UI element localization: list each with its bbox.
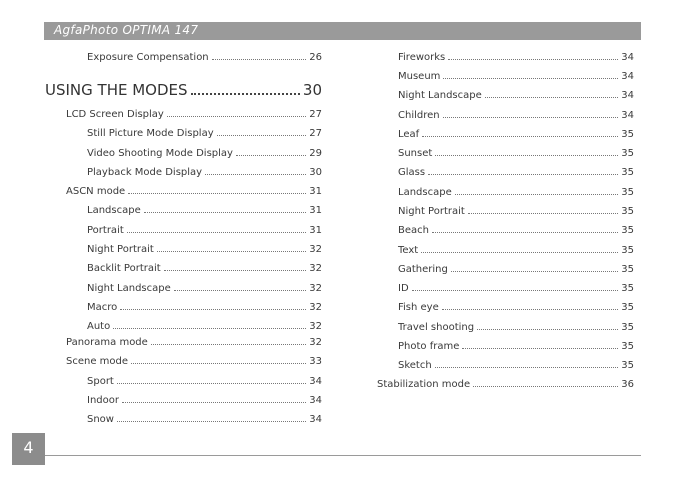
toc-entry[interactable] (87, 166, 322, 179)
dot-leader (167, 116, 306, 117)
toc-entry-label: Night Portrait (87, 244, 154, 255)
toc-entry[interactable] (398, 70, 634, 83)
toc-entry-page: 36 (621, 379, 634, 390)
toc-entry[interactable] (398, 359, 634, 372)
toc-entry-label: Auto (87, 321, 111, 332)
toc-entry[interactable] (87, 320, 322, 333)
toc-entry-label: Sunset (398, 148, 433, 159)
toc-entry[interactable] (398, 166, 634, 179)
toc-entry-page: 35 (621, 167, 634, 178)
toc-entry-page: 35 (621, 148, 634, 159)
dot-leader (442, 309, 619, 310)
dot-leader (212, 59, 307, 60)
toc-entry-label: Leaf (398, 129, 420, 140)
toc-entry-label: Gathering (398, 264, 448, 275)
toc-entry-page: 34 (309, 414, 322, 425)
dot-leader (117, 383, 306, 384)
toc-entry[interactable] (398, 244, 634, 257)
dot-leader (412, 290, 619, 291)
toc-entry[interactable] (66, 355, 322, 368)
toc-entry-page: 32 (309, 244, 322, 255)
dot-leader (455, 194, 619, 195)
toc-entry-label: Beach (398, 225, 429, 236)
dot-leader (451, 271, 618, 272)
toc-entry-page: 35 (621, 283, 634, 294)
toc-entry-label: Travel shooting (398, 322, 475, 333)
toc-entry-label: Still Picture Mode Display (87, 128, 214, 139)
toc-entry[interactable] (87, 394, 322, 407)
toc-entry-label: Backlit Portrait (87, 263, 161, 274)
toc-entry-label: Landscape (398, 187, 452, 198)
toc-entry-label: ASCN mode (66, 186, 126, 197)
toc-entry-label: Landscape (87, 205, 141, 216)
toc-entry-page: 35 (621, 264, 634, 275)
toc-entry-page: 35 (621, 341, 634, 352)
toc-entry[interactable] (87, 127, 322, 140)
toc-entry-page: 35 (621, 360, 634, 371)
toc-entry[interactable] (398, 340, 634, 353)
toc-entry-label: Scene mode (66, 356, 129, 367)
dot-leader (151, 344, 306, 345)
toc-entry-page: 31 (309, 186, 322, 197)
toc-entry-label: Stabilization mode (377, 379, 471, 390)
dot-leader (157, 251, 306, 252)
toc-entry-page: 35 (621, 322, 634, 333)
dot-leader (174, 290, 307, 291)
dot-leader (164, 270, 307, 271)
toc-entry-label: Indoor (87, 395, 119, 406)
toc-entry-page: 35 (621, 225, 634, 236)
toc-entry-page: 30 (309, 167, 322, 178)
dot-leader (128, 193, 306, 194)
toc-entry-page: 32 (309, 337, 322, 348)
toc-entry-label: Children (398, 110, 440, 121)
toc-entry-label: Text (398, 245, 419, 256)
document-title: AgfaPhoto OPTIMA 147 (54, 23, 199, 37)
page-number-tab (12, 433, 45, 465)
toc-entry[interactable] (87, 301, 322, 314)
toc-entry-page: 27 (309, 128, 322, 139)
toc-entry-page: 32 (309, 263, 322, 274)
toc-entry-page: 34 (309, 395, 322, 406)
toc-entry-page: 34 (621, 110, 634, 121)
toc-entry-page: 34 (621, 52, 634, 63)
dot-leader (422, 136, 618, 137)
toc-entry-page: 30 (302, 81, 322, 99)
toc-entry-page: 31 (309, 205, 322, 216)
toc-entry[interactable] (87, 204, 322, 217)
dot-leader (191, 93, 300, 95)
toc-entry-label: Exposure Compensation (87, 52, 209, 63)
dot-leader (477, 329, 618, 330)
toc-entry[interactable] (398, 282, 634, 295)
toc-entry[interactable] (398, 205, 634, 218)
dot-leader (435, 155, 618, 156)
toc-entry-page: 35 (621, 245, 634, 256)
dot-leader (443, 117, 619, 118)
toc-entry-page: 35 (621, 187, 634, 198)
toc-entry-label: Night Landscape (398, 90, 482, 101)
toc-entry-label: Museum (398, 71, 441, 82)
dot-leader (113, 328, 306, 329)
toc-entry[interactable] (66, 336, 322, 349)
dot-leader (435, 367, 619, 368)
toc-entry-page: 29 (309, 148, 322, 159)
dot-leader (131, 363, 306, 364)
toc-entry-label: Fireworks (398, 52, 446, 63)
toc-entry-label: Snow (87, 414, 114, 425)
toc-entry-label: Video Shooting Mode Display (87, 148, 233, 159)
dot-leader (448, 59, 618, 60)
toc-entry[interactable] (87, 51, 322, 64)
toc-entry[interactable] (398, 263, 634, 276)
toc-entry[interactable] (66, 185, 322, 198)
dot-leader (485, 97, 619, 98)
toc-entry-label: ID (398, 283, 409, 294)
toc-entry-page: 31 (309, 225, 322, 236)
toc-entry-label: Glass (398, 167, 426, 178)
toc-entry[interactable] (398, 147, 634, 160)
toc-entry-page: 26 (309, 52, 322, 63)
toc-entry-label: Macro (87, 302, 118, 313)
footer-divider (45, 455, 641, 456)
dot-leader (144, 212, 307, 213)
dot-leader (421, 252, 618, 253)
toc-entry[interactable] (398, 301, 634, 314)
dot-leader (120, 309, 306, 310)
toc-entry[interactable] (377, 378, 634, 391)
header-bar (44, 22, 641, 40)
toc-entry[interactable] (398, 89, 634, 102)
dot-leader (443, 78, 618, 79)
toc-entry[interactable] (398, 128, 634, 141)
toc-entry-label: Portrait (87, 225, 124, 236)
toc-entry-page: 27 (309, 109, 322, 120)
toc-entry-label: USING THE MODES (45, 81, 188, 99)
toc-entry[interactable] (398, 224, 634, 237)
toc-entry-page: 34 (621, 90, 634, 101)
toc-entry-page: 32 (309, 283, 322, 294)
dot-leader (127, 232, 307, 233)
dot-leader (473, 386, 618, 387)
toc-entry-label: LCD Screen Display (66, 109, 164, 120)
dot-leader (122, 402, 306, 403)
toc-entry-label: Night Landscape (87, 283, 171, 294)
toc-entry-page: 35 (621, 206, 634, 217)
toc-entry-label: Panorama mode (66, 337, 148, 348)
toc-section-heading[interactable] (45, 81, 322, 99)
dot-leader (468, 213, 618, 214)
toc-entry-label: Fish eye (398, 302, 439, 313)
toc-entry[interactable] (87, 147, 322, 160)
toc-entry-page: 34 (621, 71, 634, 82)
toc-entry[interactable] (398, 186, 634, 199)
toc-entry[interactable] (66, 108, 322, 121)
toc-entry[interactable] (398, 51, 634, 64)
toc-entry-page: 32 (309, 302, 322, 313)
toc-entry[interactable] (87, 413, 322, 426)
toc-entry-page: 34 (309, 376, 322, 387)
dot-leader (217, 135, 307, 136)
toc-entry[interactable] (87, 224, 322, 237)
toc-entry-page: 35 (621, 302, 634, 313)
toc-entry-label: Photo frame (398, 341, 460, 352)
toc-entry-label: Night Portrait (398, 206, 465, 217)
dot-leader (462, 348, 618, 349)
dot-leader (236, 155, 306, 156)
toc-entry-label: Playback Mode Display (87, 167, 203, 178)
dot-leader (205, 174, 306, 175)
toc-entry[interactable] (87, 243, 322, 256)
toc-entry-label: Sport (87, 376, 114, 387)
toc-entry-page: 32 (309, 321, 322, 332)
toc-entry-label: Sketch (398, 360, 432, 371)
dot-leader (428, 174, 618, 175)
toc-entry[interactable] (398, 321, 634, 334)
toc-entry[interactable] (87, 375, 322, 388)
page-number: 4 (23, 438, 34, 457)
toc-entry[interactable] (87, 282, 322, 295)
toc-entry[interactable] (87, 262, 322, 275)
toc-entry[interactable] (398, 109, 634, 122)
toc-entry-page: 33 (309, 356, 322, 367)
toc-entry-page: 35 (621, 129, 634, 140)
dot-leader (432, 232, 618, 233)
dot-leader (117, 421, 306, 422)
